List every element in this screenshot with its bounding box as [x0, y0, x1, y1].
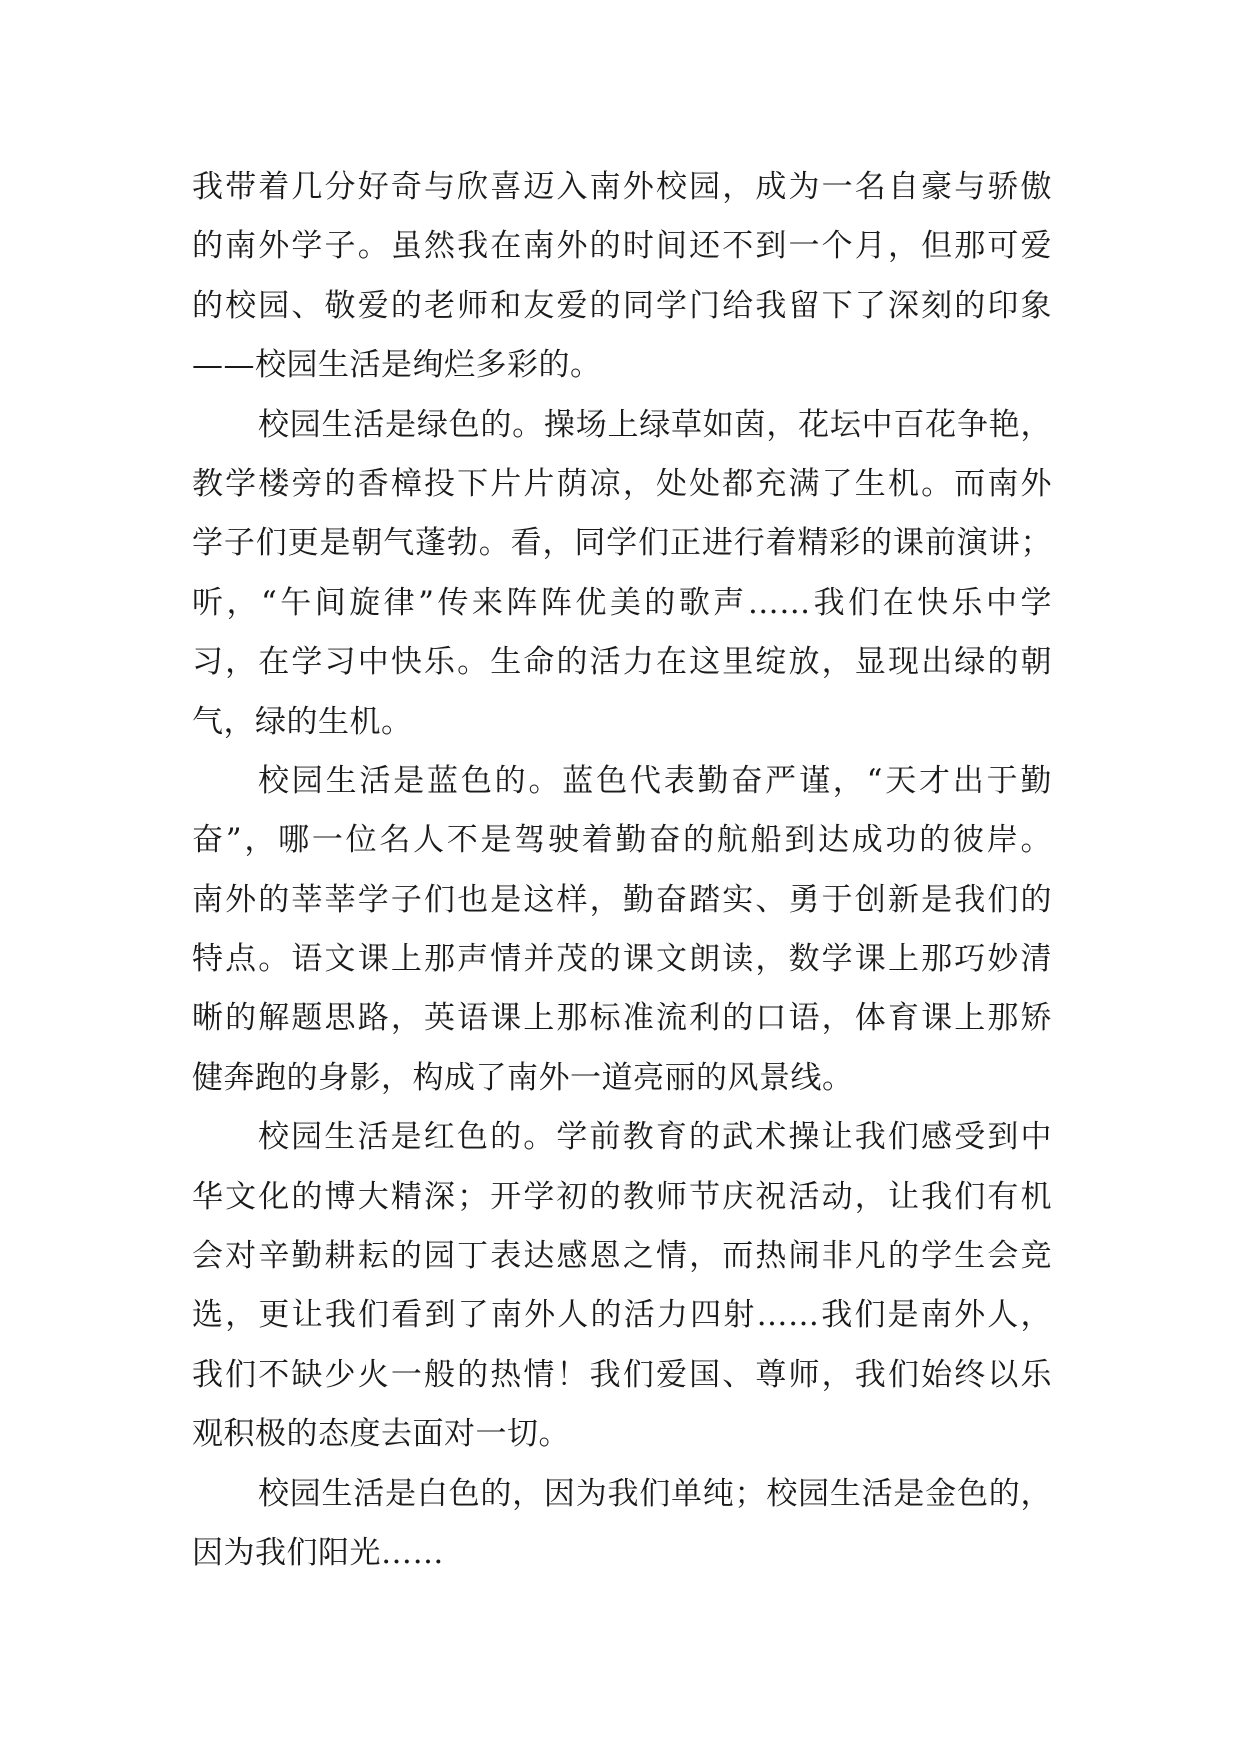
- text-line: 听，“午间旋律”传来阵阵优美的歌声……我们在快乐中学: [192, 584, 1052, 621]
- text-line: 我们不缺少火一般的热情！我们爱国、尊师，我们始终以乐: [192, 1356, 1052, 1393]
- text-line: 南外的莘莘学子们也是这样，勤奋踏实、勇于创新是我们的: [192, 881, 1052, 918]
- text-line: 的校园、敬爱的老师和友爱的同学门给我留下了深刻的印象: [192, 287, 1052, 324]
- document-body: [192, 158, 1052, 1583]
- text-line: 的南外学子。虽然我在南外的时间还不到一个月，但那可爱: [192, 228, 1052, 265]
- text-line: 奋”，哪一位名人不是驾驶着勤奋的航船到达成功的彼岸。: [192, 822, 1052, 859]
- text-line: 我带着几分好奇与欣喜迈入南外校园，成为一名自豪与骄傲: [192, 169, 1052, 205]
- text-line: 气，绿的生机。: [192, 703, 413, 740]
- text-line: 健奔跑的身影，构成了南外一道亮丽的风景线。: [192, 1059, 854, 1096]
- text-line: 校园生活是红色的。学前教育的武术操让我们感受到中: [258, 1119, 1052, 1156]
- text-line: 校园生活是白色的，因为我们单纯；校园生活是金色的，: [258, 1475, 1052, 1512]
- text-line: 会对辛勤耕耘的园丁表达感恩之情，而热闹非凡的学生会竞: [192, 1238, 1052, 1275]
- text-line: 学子们更是朝气蓬勃。看，同学们正进行着精彩的课前演讲；: [192, 525, 1052, 562]
- text-line: 晰的解题思路，英语课上那标准流利的口语，体育课上那矫: [192, 1000, 1052, 1037]
- text-line: 因为我们阳光……: [192, 1534, 444, 1571]
- text-line: 选，更让我们看到了南外人的活力四射……我们是南外人，: [192, 1297, 1052, 1334]
- text-line: 特点。语文课上那声情并茂的课文朗读，数学课上那巧妙清: [192, 941, 1052, 978]
- text-line: 观积极的态度去面对一切。: [192, 1416, 570, 1453]
- text-line: ——校园生活是绚烂多彩的。: [192, 347, 602, 384]
- text-line: 校园生活是蓝色的。蓝色代表勤奋严谨，“天才出于勤: [258, 762, 1052, 799]
- text-line: 教学楼旁的香樟投下片片荫凉，处处都充满了生机。而南外: [192, 465, 1052, 502]
- text-line: 校园生活是绿色的。操场上绿草如茵，花坛中百花争艳，: [258, 406, 1052, 443]
- text-line: 习，在学习中快乐。生命的活力在这里绽放，显现出绿的朝: [192, 644, 1052, 681]
- text-line: 华文化的博大精深；开学初的教师节庆祝活动，让我们有机: [192, 1178, 1052, 1215]
